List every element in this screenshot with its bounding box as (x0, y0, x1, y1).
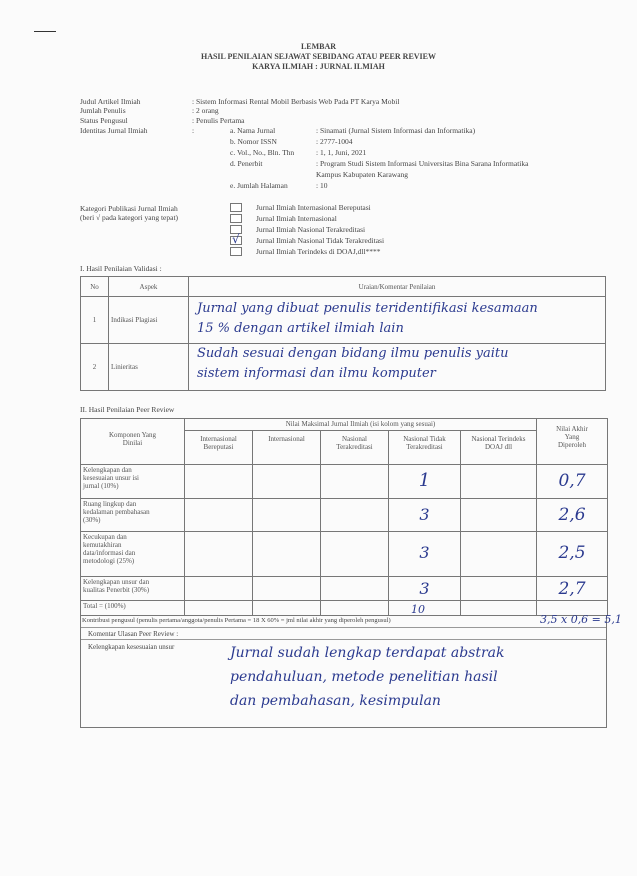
handwritten-comment: Jurnal yang dibuat penulis teridentifikasi kesamaan (197, 301, 538, 316)
score-cell (321, 499, 389, 532)
identitas-label: Identitas Jurnal Ilmiah (80, 126, 148, 135)
th-subheader: Nasional Terindeks DOAJ dll (461, 431, 537, 465)
akhir-cell: 2,6 (537, 499, 608, 532)
identitas-colon: : (192, 126, 195, 135)
section1-title: I. Hasil Penilaian Validasi : (80, 264, 162, 273)
section2-title: II. Hasil Penilaian Peer Review (80, 405, 175, 414)
kategori-option-label: Jurnal Ilmiah Terindeks di DOAJ,dll**** (256, 247, 381, 256)
akhir-cell: 2,7 (537, 577, 608, 601)
score-cell (185, 465, 253, 499)
score-cell (321, 532, 389, 577)
peer-review-table (80, 418, 608, 616)
kategori-option-label: Jurnal Ilmiah Nasional Terakreditasi (256, 225, 366, 234)
total-cell (253, 601, 321, 616)
field-label: e. Jumlah Halaman (230, 181, 288, 190)
score-cell (253, 465, 321, 499)
jumlah-value: : 2 orang (192, 106, 219, 115)
field-value: : 1, 1, Juni, 2021 (316, 148, 367, 157)
status-value: : Penulis Pertama (192, 116, 245, 125)
row-no: 2 (81, 344, 109, 391)
th-subheader: Internasional (253, 431, 321, 465)
kategori-hint: (beri √ pada kategori yang tepat) (80, 213, 179, 222)
score-cell (461, 532, 537, 577)
field-value: : Program Studi Sistem Informasi Universitas Bina Sarana Informatika (316, 159, 529, 168)
kategori-checkbox[interactable] (230, 247, 242, 256)
kategori-checkbox[interactable]: √ (230, 236, 242, 245)
th-group: Nilai Maksimal Jurnal Ilmiah (isi kolom yang sesuai) (185, 419, 537, 431)
score-cell (253, 577, 321, 601)
jumlah-label: Jumlah Penulis (80, 106, 126, 115)
score-cell (461, 499, 537, 532)
row-aspek: Linieritas (109, 344, 189, 391)
score-cell (185, 499, 253, 532)
field-label: c. Vol., No., Bln. Thn (230, 148, 295, 157)
komponen-cell: Kecukupan dan kemutakhiran data/informasi dan metodologi (25%) (81, 532, 185, 577)
scribble-mark (34, 31, 56, 32)
score-cell (253, 499, 321, 532)
score-cell (461, 577, 537, 601)
th-akhir: Nilai Akhir Yang Diperoleh (537, 419, 608, 465)
akhir-cell: 0,7 (537, 465, 608, 499)
komentar-handwritten: Jurnal sudah lengkap terdapat abstrak (230, 645, 505, 661)
score-cell: 3 (389, 499, 461, 532)
field-label: d. Penerbit (230, 159, 263, 168)
kategori-option-label: Jurnal Ilmiah Nasional Tidak Terakreditasi (256, 236, 385, 245)
score-cell: 1 (389, 465, 461, 499)
score-cell (253, 532, 321, 577)
judul-value: : Sistem Informasi Rental Mobil Berbasis Web Pada PT Karya Mobil (192, 97, 400, 106)
status-label: Status Pengusul (80, 116, 128, 125)
komponen-cell: Ruang lingkup dan kedalaman pembahasan (30%) (81, 499, 185, 532)
kelengkapan-label: Kelengkapan kesesuaian unsur (88, 643, 175, 651)
row-no: 1 (81, 297, 109, 344)
komentar-handwritten: dan pembahasan, kesimpulan (230, 693, 441, 709)
kontribusi-handwritten: 3,5 x 0,6 = 5,1 (540, 613, 622, 626)
th-no: No (81, 277, 109, 297)
total-label: Total = (100%) (81, 601, 185, 616)
judul-label: Judul Artikel Ilmiah (80, 97, 141, 106)
kategori-checkbox[interactable] (230, 214, 242, 223)
title-karya: KARYA ILMIAH : JURNAL ILMIAH (252, 62, 385, 71)
validation-table (80, 276, 606, 391)
score-cell (185, 577, 253, 601)
kategori-option-label: Jurnal Ilmiah Internasional (256, 214, 337, 223)
th-uraian: Uraian/Komentar Penilaian (189, 277, 606, 297)
th-subheader: Nasional Terakreditasi (321, 431, 389, 465)
akhir-cell: 2,5 (537, 532, 608, 577)
total-cell (185, 601, 253, 616)
total-cell: 10 (389, 601, 461, 616)
row-aspek: Indikasi Plagiasi (109, 297, 189, 344)
komponen-cell: Kelengkapan dan kesesuaian unsur isi jurnal (10%) (81, 465, 185, 499)
komponen-cell: Kelengkapan unsur dan kualitas Penerbit (30%) (81, 577, 185, 601)
th-subheader: Nasional Tidak Terakreditasi (389, 431, 461, 465)
th-aspek: Aspek (109, 277, 189, 297)
field-value: : 10 (316, 181, 328, 190)
th-komponen: Komponen Yang Dinilai (81, 419, 185, 465)
komentar-label: Komentar Ulasan Peer Review : (88, 630, 179, 638)
field-value: Kampus Kabupaten Karawang (316, 170, 409, 179)
komentar-handwritten: pendahuluan, metode penelitian hasil (230, 669, 498, 685)
total-cell (321, 601, 389, 616)
handwritten-comment: 15 % dengan artikel ilmiah lain (197, 321, 404, 336)
handwritten-comment: sistem informasi dan ilmu komputer (197, 366, 436, 381)
score-cell (321, 577, 389, 601)
field-value: : 2777-1004 (316, 137, 353, 146)
field-label: a. Nama Jurnal (230, 126, 276, 135)
score-cell (461, 465, 537, 499)
title-hasil: HASIL PENILAIAN SEJAWAT SEBIDANG ATAU PEER REVIEW (200, 52, 437, 61)
score-cell (185, 532, 253, 577)
score-cell (321, 465, 389, 499)
field-value: : Sinamati (Jurnal Sistem Informasi dan Informatika) (316, 126, 476, 135)
th-subheader: Internasional Bereputasi (185, 431, 253, 465)
total-cell (461, 601, 537, 616)
field-label: b. Nomor ISSN (230, 137, 277, 146)
title-lembar: LEMBAR (300, 42, 337, 51)
handwritten-comment: Sudah sesuai dengan bidang ilmu penulis yaitu (197, 346, 509, 361)
kategori-label: Kategori Publikasi Jurnal Ilmiah (80, 204, 178, 213)
score-cell: 3 (389, 532, 461, 577)
row-uraian (189, 344, 606, 391)
kategori-checkbox[interactable] (230, 203, 242, 212)
kategori-option-label: Jurnal Ilmiah Internasional Bereputasi (256, 203, 371, 212)
kontribusi-text: Kontribusi pengusul (penulis pertama/anggota/penulis Pertama = 18 X 60% = jml nilai akhir yang diperoleh pengusul) (82, 617, 391, 624)
score-cell: 3 (389, 577, 461, 601)
row-uraian (189, 297, 606, 344)
